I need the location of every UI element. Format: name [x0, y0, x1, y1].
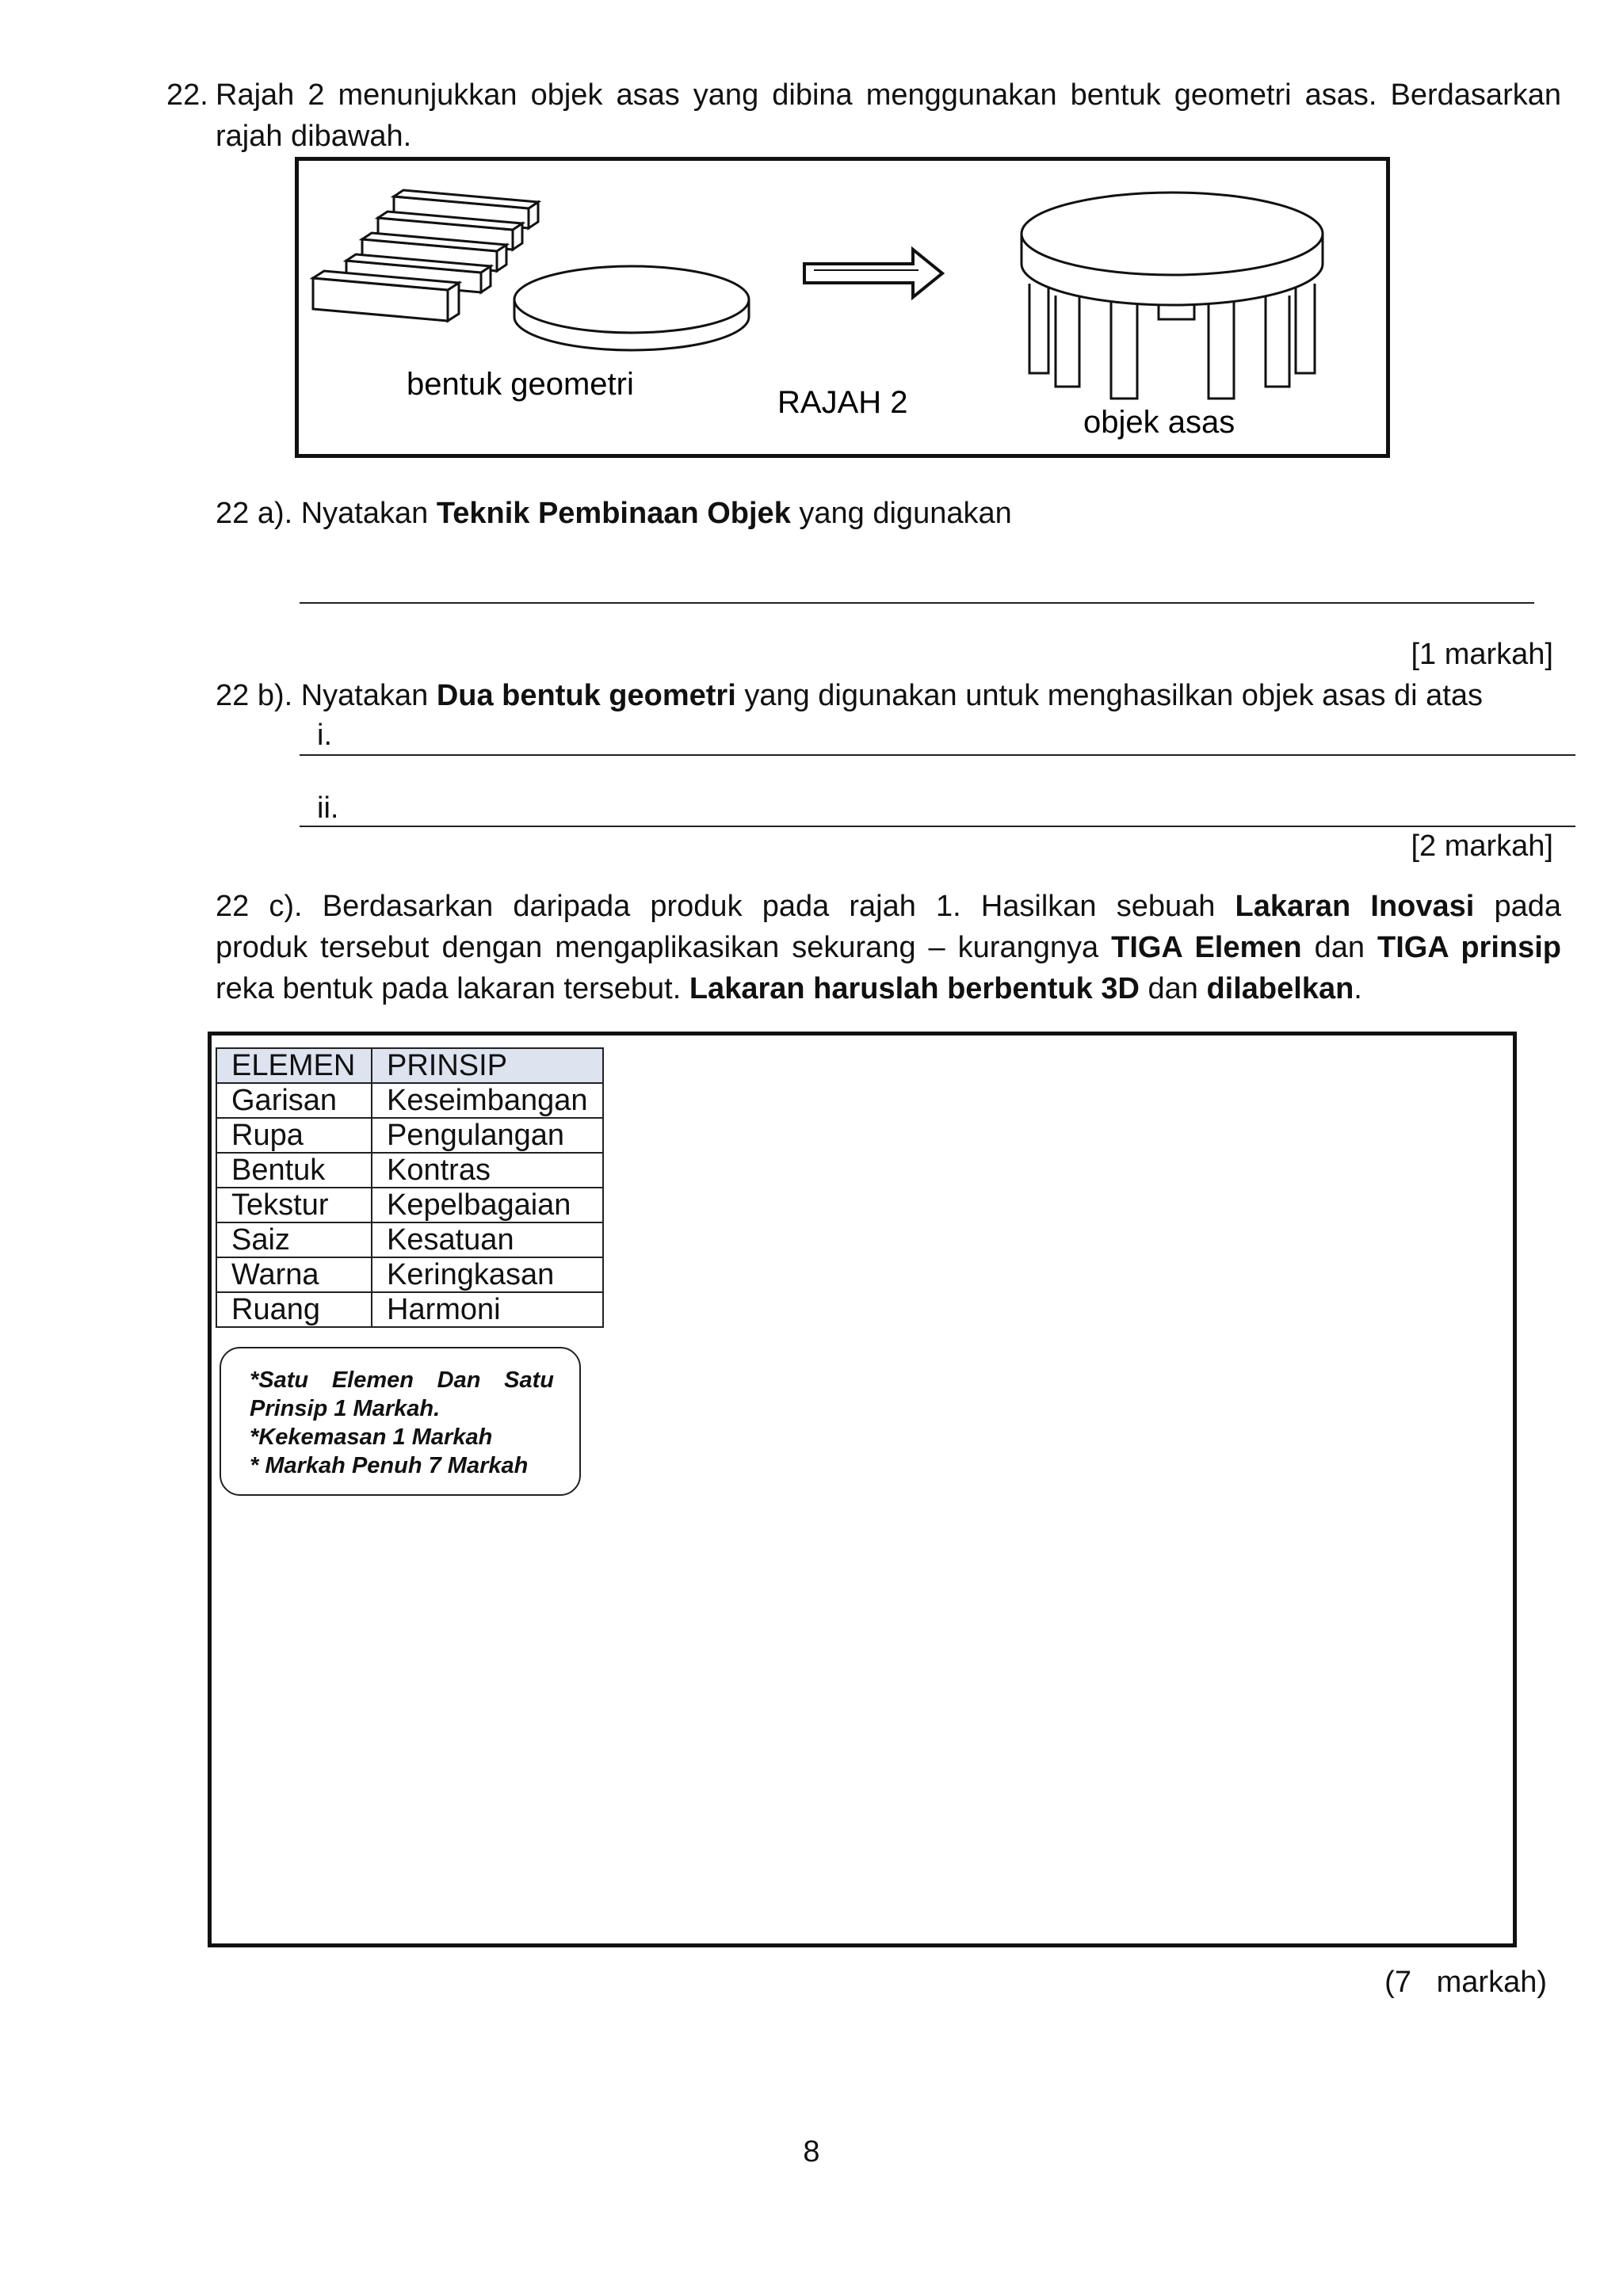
table-cell-elemen: Tekstur [216, 1188, 372, 1222]
part-c-line3-bold1: Lakaran haruslah berbentuk 3D [689, 972, 1140, 1005]
table-cell-elemen: Garisan [216, 1083, 372, 1118]
part-a-prefix: 22 a). Nyatakan [216, 497, 437, 530]
question-intro-line2: rajah dibawah. [216, 120, 412, 153]
part-a-marks: [1 markah] [1411, 638, 1553, 671]
table-cell-prinsip: Keseimbangan [372, 1083, 603, 1118]
part-b-bold: Dua bentuk geometri [436, 679, 736, 712]
table-row [216, 1083, 603, 1118]
part-c-line3-suffix: . [1354, 972, 1362, 1005]
part-b-prefix: 22 b). Nyatakan [216, 679, 437, 712]
figure-illustration [299, 161, 1394, 462]
table-row [216, 1257, 603, 1292]
part-c-line2-prefix: produk tersebut dengan mengaplikasikan sekurang – kurangnya [216, 931, 1112, 964]
part-b-item-2-label: ii. [317, 791, 339, 825]
page-number: 8 [803, 2135, 820, 2168]
part-a-answer-line[interactable] [300, 602, 1534, 604]
part-a-bold: Teknik Pembinaan Objek [436, 497, 791, 530]
table-row [216, 1188, 603, 1222]
part-b-answer-line-1[interactable] [300, 754, 1575, 756]
table-row [216, 1118, 603, 1153]
planks-icon [313, 190, 538, 321]
table-row [216, 1153, 603, 1188]
part-b-suffix: yang digunakan untuk menghasilkan objek asas di atas [735, 679, 1483, 712]
note-line-1: *Satu Elemen Dan Satu [250, 1367, 554, 1393]
table-header-row [216, 1048, 603, 1083]
part-c-line2-bold2: TIGA prinsip [1377, 931, 1561, 964]
table-cell-elemen: Warna [216, 1257, 372, 1292]
question-intro-line1: Rajah 2 menunjukkan objek asas yang dibina menggunakan bentuk geometri asas. Berdasarkan [216, 78, 1561, 112]
part-b-item-1-label: i. [317, 719, 332, 752]
figure-label-left: bentuk geometri [407, 367, 634, 402]
marking-note [220, 1347, 581, 1496]
part-c-line3-mid: dan [1139, 972, 1207, 1005]
table-cell-prinsip: Keringkasan [372, 1257, 603, 1292]
part-a-question [216, 493, 1012, 534]
note-line-2: Prinsip 1 Markah. [250, 1396, 441, 1421]
part-c-line3-bold2: dilabelkan [1206, 972, 1354, 1005]
part-c-line2 [216, 927, 1561, 968]
part-b-question [216, 675, 1483, 716]
part-b-marks: [2 markah] [1411, 830, 1553, 863]
table-header-prinsip: PRINSIP [372, 1048, 603, 1083]
part-c-line3-prefix: reka bentuk pada lakaran tersebut. [216, 972, 689, 1005]
part-a-suffix: yang digunakan [790, 497, 1012, 530]
elements-principles-table [216, 1047, 604, 1328]
arrow-icon [804, 250, 942, 297]
part-c-line1-bold: Lakaran Inovasi [1235, 890, 1475, 923]
part-c-line1-prefix: 22 c). Berdasarkan daripada produk pada rajah 1. Hasilkan sebuah [216, 890, 1235, 923]
figure-label-right: objek asas [1083, 405, 1235, 440]
table-cell-prinsip: Harmoni [372, 1292, 603, 1327]
table-cell-elemen: Bentuk [216, 1153, 372, 1188]
part-c-line1 [216, 886, 1561, 927]
note-line-3: *Kekemasan 1 Markah [250, 1425, 493, 1450]
table-cell-elemen: Ruang [216, 1292, 372, 1327]
table-icon [1022, 193, 1323, 399]
figure-caption: RAJAH 2 [777, 385, 908, 420]
table-cell-prinsip: Kesatuan [372, 1222, 603, 1257]
table-row [216, 1292, 603, 1327]
note-line-4: * Markah Penuh 7 Markah [250, 1453, 529, 1478]
part-c-marks: (7 markah) [1384, 1966, 1547, 1999]
table-cell-prinsip: Kepelbagaian [372, 1188, 603, 1222]
disc-icon [514, 266, 749, 350]
table-cell-prinsip: Kontras [372, 1153, 603, 1188]
table-cell-elemen: Rupa [216, 1118, 372, 1153]
figure-rajah-2 [295, 157, 1390, 458]
table-cell-elemen: Saiz [216, 1222, 372, 1257]
question-number: 22. [166, 78, 208, 112]
table-header-elemen: ELEMEN [216, 1048, 372, 1083]
part-c-line2-bold1: TIGA Elemen [1111, 931, 1302, 964]
table-row [216, 1222, 603, 1257]
part-b-answer-line-2[interactable] [300, 826, 1575, 827]
part-c-line2-mid: dan [1301, 931, 1377, 964]
table-cell-prinsip: Pengulangan [372, 1118, 603, 1153]
part-c-line3 [216, 968, 1362, 1009]
part-c-line1-suffix: pada [1474, 890, 1561, 923]
